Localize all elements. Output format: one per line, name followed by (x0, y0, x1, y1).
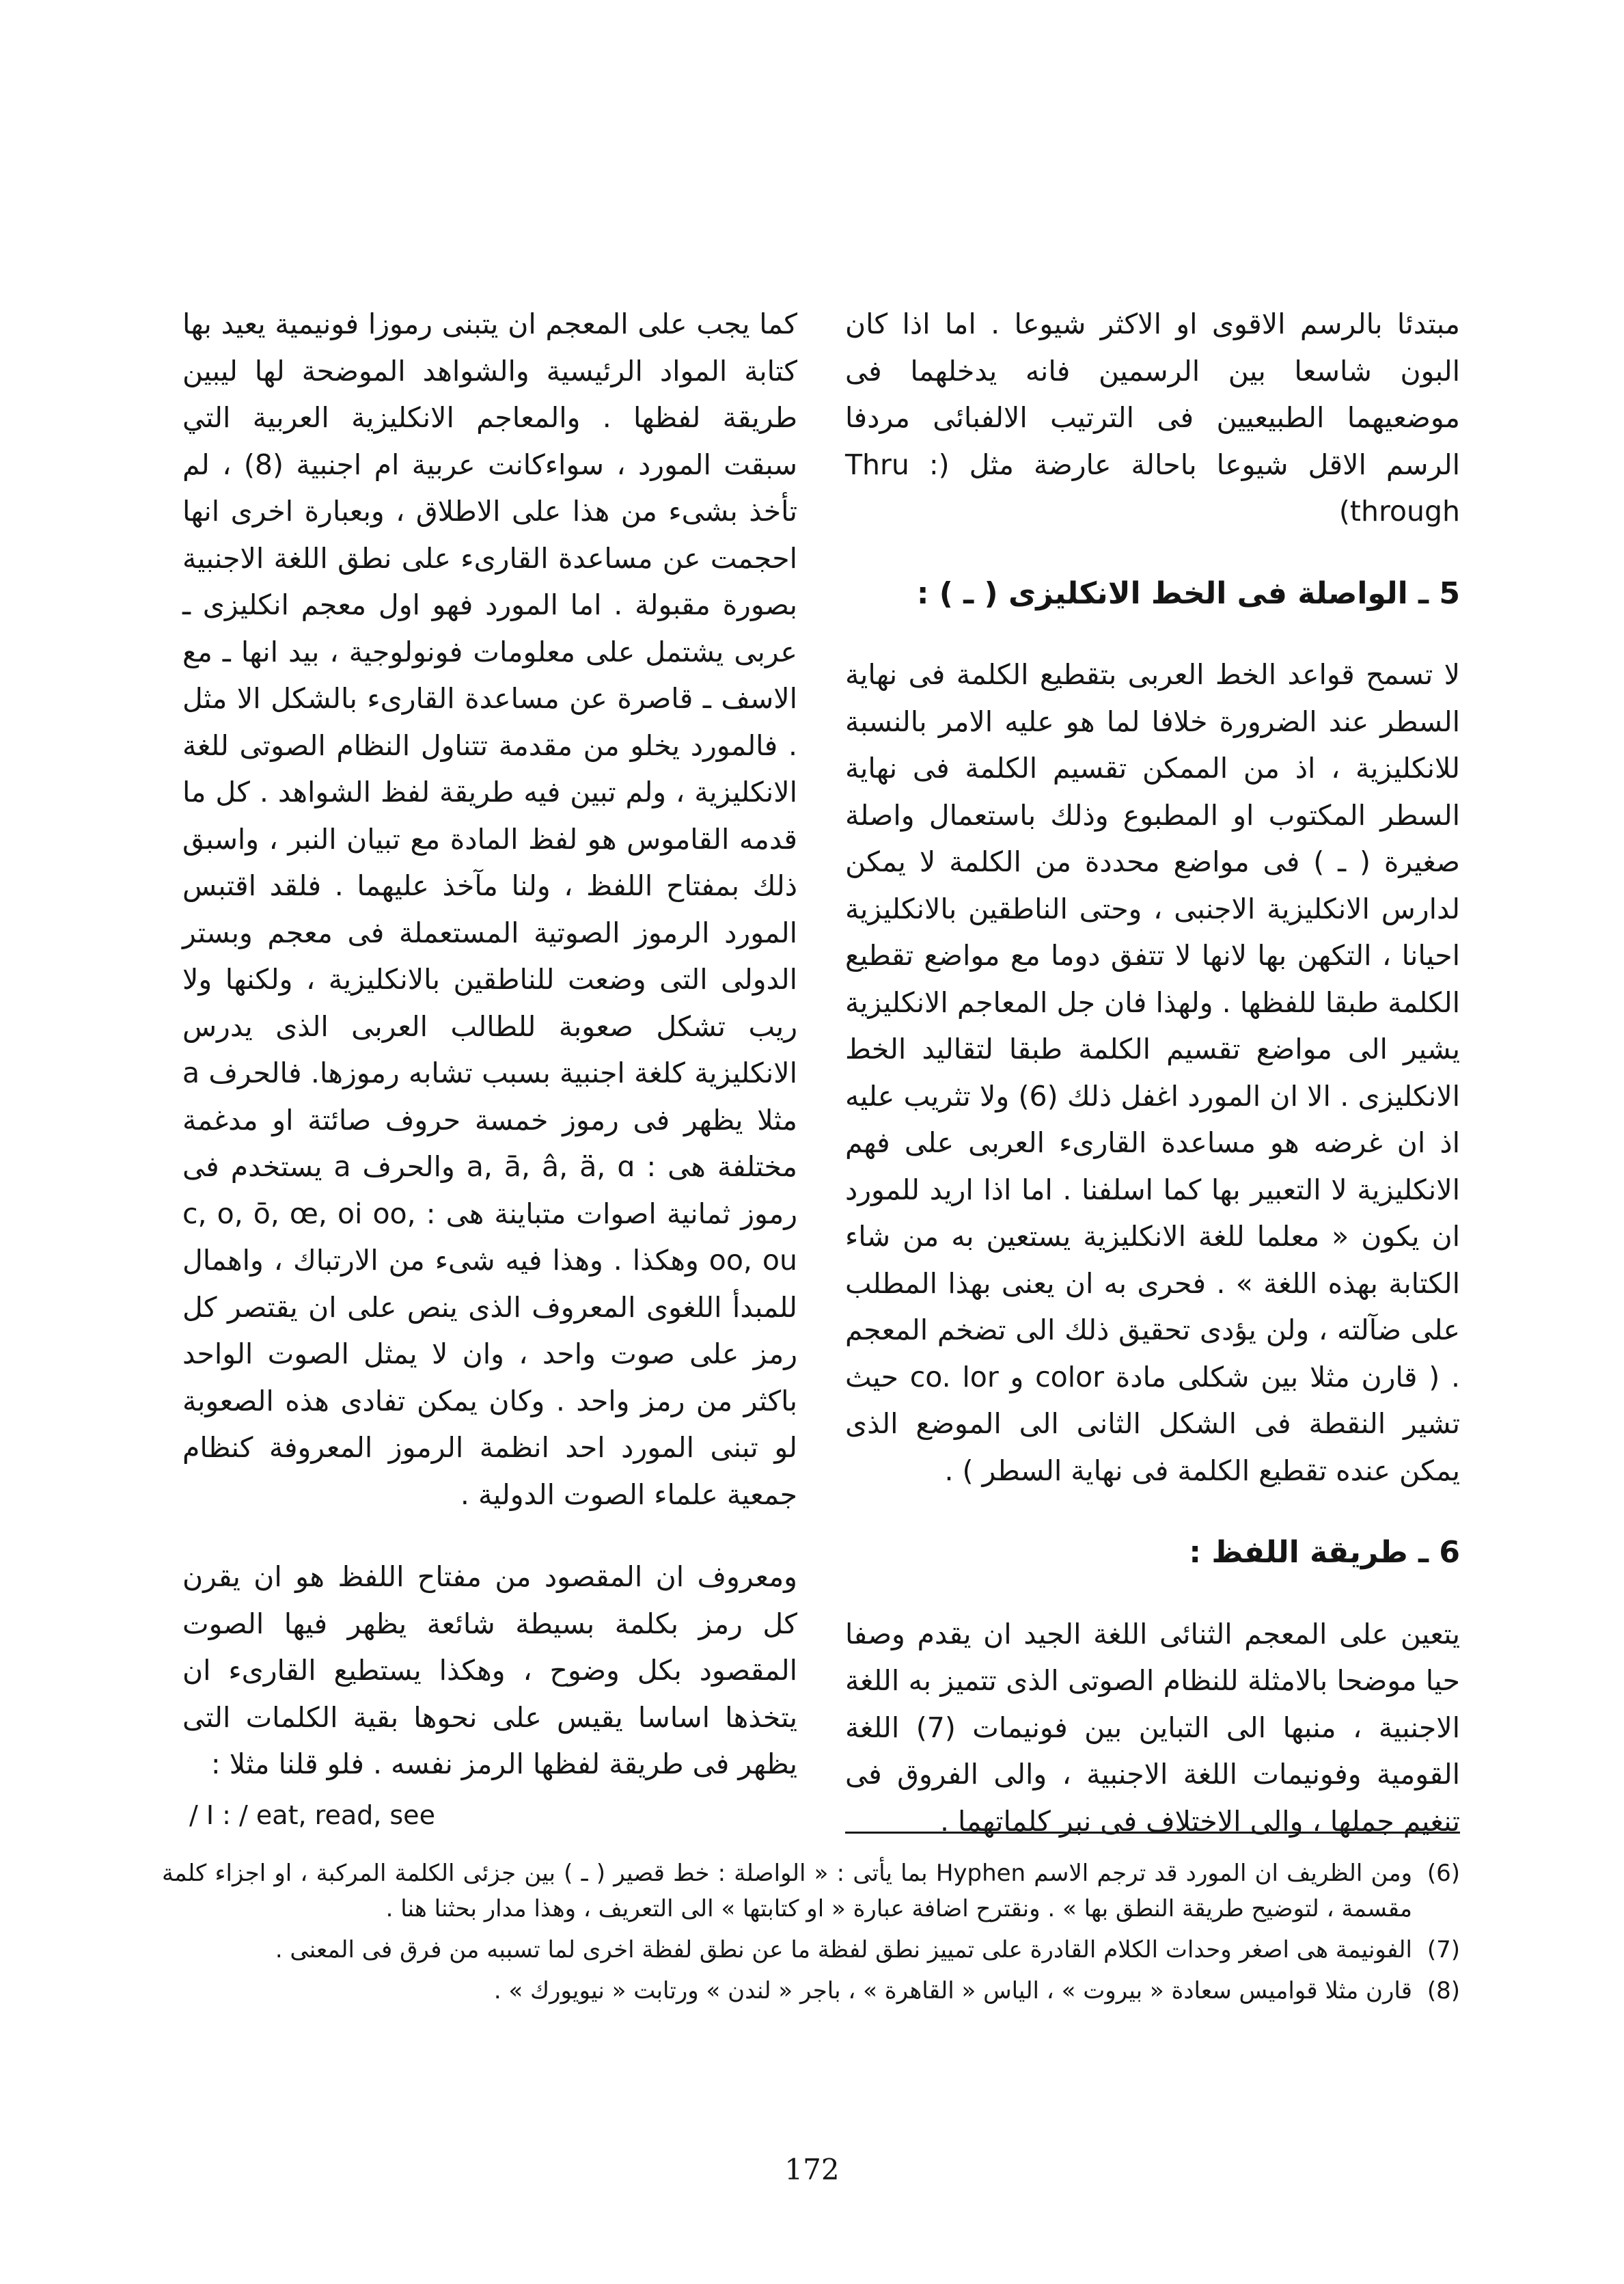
section-heading-pronunciation: 6 ـ طريقة اللفظ : (1189, 1535, 1460, 1570)
paragraph-pronunciation: يتعين على المعجم الثنائى اللغة الجيد ان يقدم وصفا حيا موضحا بالامثلة للنظام الصوتى الذى تتميز به اللغة الاجنبية ، منبها الى التباين بين فونيمات (7) اللغة القومية وفونيمات اللغة الاجنبية ، والى الفروق فى تنغيم جملها ، والى الاختلاف فى نبر كلماتهما . (845, 1617, 1460, 1838)
left-column (182, 301, 797, 1838)
paragraph-spelling-variants: مبتدئا بالرسم الاقوى او الاكثر شيوعا . اما اذا كان البون شاسعا بين الرسمين فانه يدخلهما فى موضعيهما الطبيعيين فى الترتيب الالفبائى مردفا الرسم الاقل شيوعا باحالة عارضة مثل (Thru : through) (845, 308, 1460, 528)
footnote (162, 1932, 1460, 1968)
footnote-divider (845, 1832, 1460, 1834)
footnote-text: قارن مثلا قواميس سعادة « بيروت » ، الياس « القاهرة » ، باجر « لندن » ورتابت « نيويورك » . (493, 1977, 1412, 2004)
footnote-text: ومن الظريف ان المورد قد ترجم الاسم Hyphen بما يأتى : « الواصلة : خط قصير ( ـ ) بين جزئى الكلمة المركبة ، او اجزاء كلمة مقسمة ، لتوضيح طريقة النطق بها » . ونقترح اضافة عبارة « او كتابتها » الى التعريف ، وهذا مدار بحثنا هنا . (162, 1860, 1413, 1922)
footnote (162, 1855, 1460, 1927)
footnote-number: (8) (1427, 1977, 1460, 2004)
footnote-number: (6) (1427, 1860, 1460, 1887)
paragraph-phonemic-symbols: كما يجب على المعجم ان يتبنى رموزا فونيمية يعيد بها كتابة المواد الرئيسية والشواهد الموضحة لها ليبين طريقة لفظها . والمعاجم الانكليزية العربية التي سبقت المورد ، سواءكانت عربية ام اجنبية (8) ، لم تأخذ بشىء من هذا على الاطلاق ، وبعبارة اخرى انها احجمت عن مساعدة القارىء على نطق اللغة الاجنبية بصورة مقبولة . اما المورد فهو اول معجم انكليزى ـ عربى يشتمل على معلومات فونولوجية ، بيد انها ـ مع الاسف ـ قاصرة عن مساعدة القارىء بالشكل الا مثل . فالمورد يخلو من مقدمة تتناول النظام الصوتى للغة الانكليزية ، ولم تبين فيه طريقة لفظ الشواهد . كل ما قدمه القاموس هو لفظ المادة مع تبيان النبر ، واسبق ذلك بمفتاح اللفظ ، ولنا مآخذ عليهما . فلقد اقتبس المورد الرموز الصوتية المستعملة فى معجم وبستر الدولى التى وضعت للناطقين بالانكليزية ، ولكنها ولا ريب تشكل صعوبة للطالب العربى الذى يدرس الانكليزية كلغة اجنبية بسبب تشابه رموزها. فالحرف a مثلا يظهر فى رموز خمسة حروف صائتة او مدغمة مختلفة هى : a, ā, â, ä, ɑ والحرف a يستخدم فى رموز ثمانية اصوات متباينة هى : c, o, ō, œ, oi oo, oo, ou وهكذا . وهذا فيه شىء من الارتباك ، واهمال للمبدأ اللغوى المعروف الذى ينص على ان يقتصر كل رمز على صوت واحد ، وان لا يمثل الصوت الواحد باكثر من رمز واحد . وكان يمكن تفادى هذه الصعوبة لو تبنى المورد احد انظمة الرموز المعروفة كنظام جمعية علماء الصوت الدولية . (182, 308, 797, 1511)
footnotes (162, 1855, 1460, 2014)
footnote (162, 1973, 1460, 2009)
paragraph-hyphen: لا تسمح قواعد الخط العربى بتقطيع الكلمة فى نهاية السطر عند الضرورة خلافا لما هو عليه الامر بالنسبة للانكليزية ، اذ من الممكن تقسيم الكلمة فى نهاية السطر المكتوب او المطبوع وذلك باستعمال واصلة صغيرة ( ـ ) فى مواضع محددة من الكلمة لا يمكن لدارس الانكليزية الاجنبى ، وحتى الناطقين بالانكليزية احيانا ، التكهن بها لانها لا تتفق دوما مع مواضع تقطيع الكلمة طبقا للفظها . ولهذا فان جل المعاجم الانكليزية يشير الى مواضع تقسيم الكلمة طبقا لتقاليد الخط الانكليزى . الا ان المورد اغفل ذلك (6) ولا تثريب عليه اذ ان غرضه هو مساعدة القارىء العربى على فهم الانكليزية لا التعبير بها كما اسلفنا . اما اذا اريد للمورد ان يكون « معلما للغة الانكليزية يستعين به من شاء الكتابة بهذه اللغة » . فحرى به ان يعنى بهذا المطلب على ضآلته ، ولن يؤدى تحقيق ذلك الى تضخم المعجم . ( قارن مثلا بين شكلى مادة color و co. lor حيث تشير النقطة فى الشكل الثانى الى الموضع الذى يمكن عنده تقطيع الكلمة فى نهاية السطر ) . (845, 658, 1461, 1487)
footnote-number: (7) (1427, 1936, 1460, 1963)
pronunciation-example: / I : / eat, read, see (189, 1799, 435, 1830)
paragraph-pronunciation-key: ومعروف ان المقصود من مفتاح اللفظ هو ان يقرن كل رمز بكلمة بسيطة شائعة يظهر فيها الصوت المقصود بكل وضوح ، وهكذا يستطيع القارىء ان يتخذها اساسا يقيس على نحوها بقية الكلمات التى يظهر فى طريقة لفظها الرمز نفسه . فلو قلنا مثلا : (182, 1560, 797, 1780)
section-heading-hyphen: 5 ـ الواصلة فى الخط الانكليزى ( ـ ) : (916, 575, 1460, 611)
footnote-text: الفونيمة هى اصغر وحدات الكلام القادرة على تمييز نطق لفظة ما عن نطق لفظة اخرى لما تسببه من فرق فى المعنى . (275, 1936, 1412, 1963)
right-column (845, 301, 1460, 1845)
page-number: 172 (784, 2153, 840, 2186)
